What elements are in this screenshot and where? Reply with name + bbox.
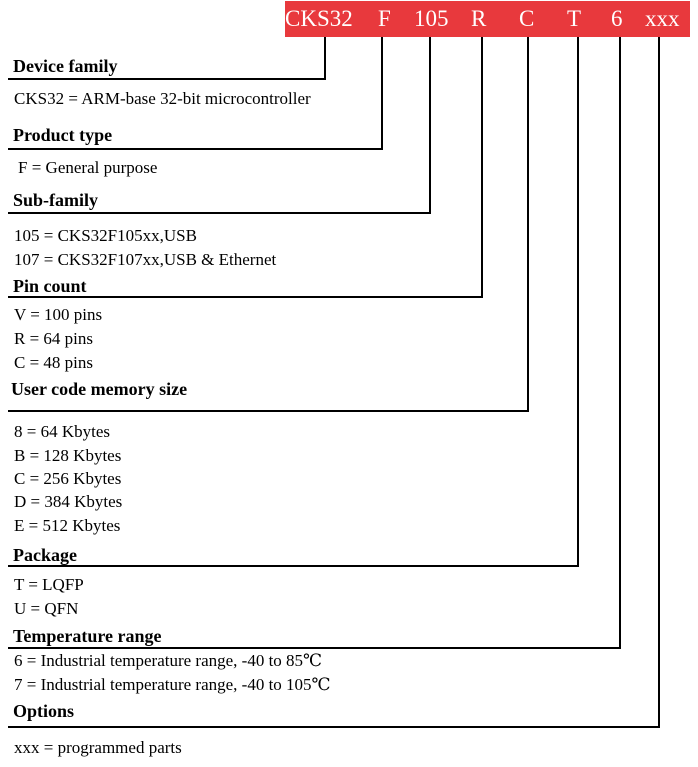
item-pin-count-c: C = 48 pins xyxy=(14,353,94,372)
heading-pin-count: Pin count xyxy=(13,276,87,296)
code-segment-product-type: F xyxy=(378,6,391,31)
heading-device-family: Device family xyxy=(13,56,118,76)
item-memory-size-8: 8 = 64 Kbytes xyxy=(14,422,110,441)
code-segment-pin-count: R xyxy=(471,6,487,31)
item-pin-count-v: V = 100 pins xyxy=(14,305,103,324)
connector-package xyxy=(577,37,579,567)
connector-device-family xyxy=(324,37,326,79)
item-product-type-f: F = General purpose xyxy=(18,158,158,177)
heading-package: Package xyxy=(13,545,77,565)
item-device-family-cks32: CKS32 = ARM-base 32-bit microcontroller xyxy=(14,89,311,108)
item-memory-size-e: E = 512 Kbytes xyxy=(14,516,121,535)
code-segment-sub-family: 105 xyxy=(414,6,449,31)
code-segment-options: xxx xyxy=(645,6,680,31)
heading-options: Options xyxy=(13,701,75,721)
rule-device-family xyxy=(8,78,326,80)
connector-sub-family xyxy=(429,37,431,214)
heading-sub-family: Sub-family xyxy=(13,190,99,210)
rule-package xyxy=(8,565,579,567)
connector-memory-size xyxy=(527,37,529,411)
item-temperature-6: 6 = Industrial temperature range, -40 to 85℃ xyxy=(14,651,323,670)
rule-sub-family xyxy=(8,212,431,214)
code-segment-memory-size: C xyxy=(519,6,535,31)
code-segment-package: T xyxy=(567,6,582,31)
rule-product-type xyxy=(8,148,383,150)
rule-memory-size xyxy=(8,410,529,412)
item-package-u: U = QFN xyxy=(14,599,79,618)
connector-product-type xyxy=(381,37,383,149)
item-package-t: T = LQFP xyxy=(14,575,84,594)
heading-temperature-range: Temperature range xyxy=(13,626,162,646)
connector-pin-count xyxy=(481,37,483,298)
item-pin-count-r: R = 64 pins xyxy=(14,329,94,348)
heading-product-type: Product type xyxy=(13,125,113,145)
item-memory-size-d: D = 384 Kbytes xyxy=(14,492,123,511)
heading-memory-size: User code memory size xyxy=(11,379,188,399)
item-memory-size-c: C = 256 Kbytes xyxy=(14,469,122,488)
connector-temperature xyxy=(619,37,621,649)
part-number-banner xyxy=(285,1,690,37)
item-sub-family-107: 107 = CKS32F107xx,USB & Ethernet xyxy=(14,250,277,269)
code-segment-device-family: CKS32 xyxy=(285,6,353,31)
rule-temperature xyxy=(8,647,621,649)
item-memory-size-b: B = 128 Kbytes xyxy=(14,446,122,465)
item-options-xxx: xxx = programmed parts xyxy=(14,738,182,757)
code-segment-temperature: 6 xyxy=(611,6,623,31)
item-sub-family-105: 105 = CKS32F105xx,USB xyxy=(14,226,197,245)
connector-options xyxy=(658,37,660,727)
item-temperature-7: 7 = Industrial temperature range, -40 to 105℃ xyxy=(14,675,331,694)
rule-options xyxy=(8,726,660,728)
